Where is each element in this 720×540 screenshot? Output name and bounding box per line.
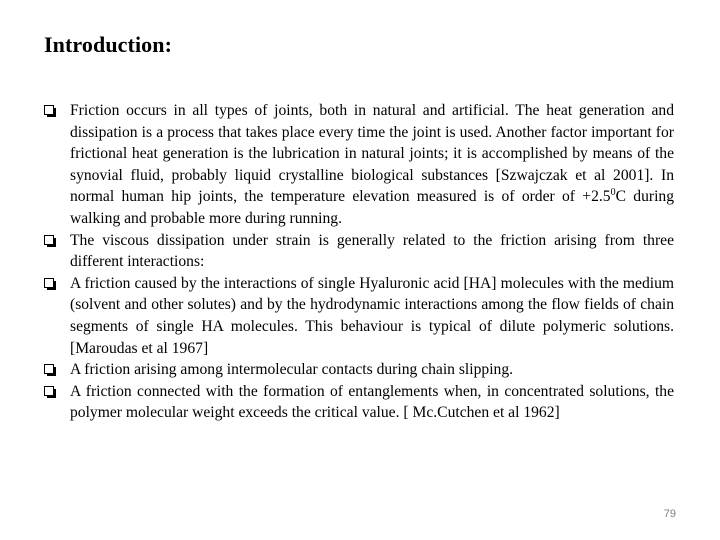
checkbox-bullet-icon <box>44 364 54 374</box>
bullet-item <box>44 381 674 424</box>
bullet-text: Friction occurs in all types of joints, both in natural and artificial. The heat generation and dissipation is a process that takes place every time the joint is used. Another factor important for frictional heat generation is the lubrication in natural joints; it is accomplished by means of the synovial fluid, probably liquid crystalline biological substances [Szwajczak et al 2001]. In normal human hip joints, the temperature elevation measured is of order of +2.5 <box>70 102 674 206</box>
checkbox-bullet-icon <box>44 278 54 288</box>
checkbox-bullet-icon <box>44 386 54 396</box>
bullet-text: A friction caused by the interactions of single Hyaluronic acid [HA] molecules with the medium (solvent and other solutes) and by the hydrodynamic interactions among the flow fields of chain segments of single HA molecules. This behaviour is typical of dilute polymeric solutions. [Maroudas et al 1967] <box>70 274 674 357</box>
checkbox-bullet-icon <box>44 105 54 115</box>
bullet-item <box>44 100 674 230</box>
bullet-text-continued: C during walking and probable more during running. <box>70 188 675 227</box>
bullet-text: The viscous dissipation under strain is generally related to the friction arising from three different interactions: <box>70 231 674 271</box>
bullet-item <box>44 359 674 381</box>
checkbox-bullet-icon <box>44 235 54 245</box>
slide-title: Introduction: <box>44 32 173 57</box>
bullet-list <box>44 100 674 424</box>
superscript-text: 0 <box>610 187 616 199</box>
bullet-text: A friction connected with the formation of entanglements when, in concentrated solutions, the polymer molecular weight exceeds the critical value. [ Mc.Cutchen et al 1962] <box>70 382 674 422</box>
bullet-item <box>44 273 674 359</box>
bullet-item <box>44 230 674 273</box>
page-number: 79 <box>663 508 676 520</box>
bullet-text: A friction arising among intermolecular contacts during chain slipping. <box>70 361 514 379</box>
